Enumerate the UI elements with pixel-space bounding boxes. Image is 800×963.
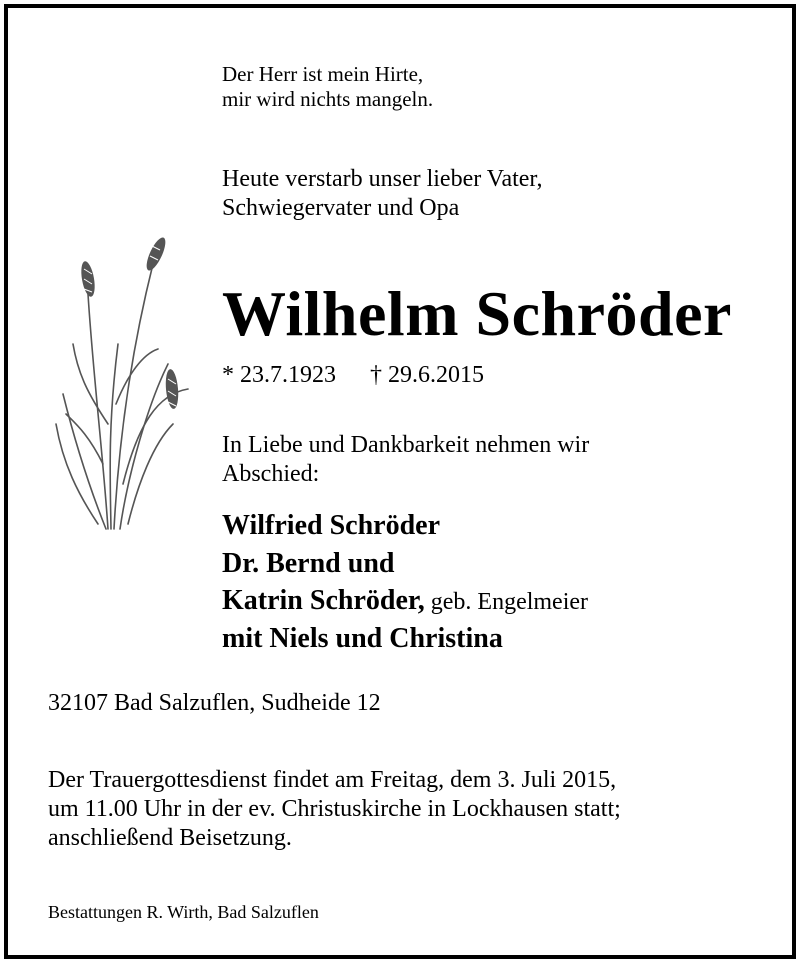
farewell-line-1: In Liebe und Dankbarkeit nehmen wir: [222, 432, 590, 458]
death-date: † 29.6.2015: [370, 362, 484, 388]
farewell-line-2: Abschied:: [222, 460, 320, 487]
life-dates: [222, 361, 484, 390]
family-name-bold: Katrin Schröder,: [222, 585, 425, 617]
wheat-icon: [48, 224, 198, 534]
family-line-2: Dr. Bernd und: [222, 547, 395, 579]
family-line-1: Wilfried Schröder: [222, 510, 441, 541]
service-line-1: Der Trauergottesdienst findet am Freitag, dem 3. Juli 2015,: [48, 767, 617, 793]
intro-line-1: Heute verstarb unser lieber Vater,: [222, 166, 543, 192]
psalm-verse: [222, 62, 433, 112]
intro-line-2: Schwiegervater und Opa: [222, 194, 460, 221]
service-line-2: um 11.00 Uhr in der ev. Christuskirche in Lockhausen statt;: [48, 795, 621, 822]
birth-date: * 23.7.1923: [222, 362, 336, 388]
service-line-3: anschließend Beisetzung.: [48, 824, 292, 851]
obituary-notice: [4, 4, 796, 959]
family-line-4: mit Niels und Christina: [222, 622, 503, 654]
psalm-line-2: mir wird nichts mangeln.: [222, 87, 434, 112]
funeral-service-info: [48, 766, 621, 852]
undertaker-credit: Bestattungen R. Wirth, Bad Salzuflen: [48, 902, 319, 922]
deceased-name: Wilhelm Schröder: [222, 278, 732, 349]
family-line-3: [222, 582, 588, 620]
family-list: [222, 507, 588, 657]
maiden-name-note: geb. Engelmeier: [424, 589, 589, 616]
farewell-text: [222, 431, 589, 489]
psalm-line-1: Der Herr ist mein Hirte,: [222, 62, 424, 86]
death-announcement: [222, 165, 542, 223]
family-address: 32107 Bad Salzuflen, Sudheide 12: [48, 690, 381, 716]
